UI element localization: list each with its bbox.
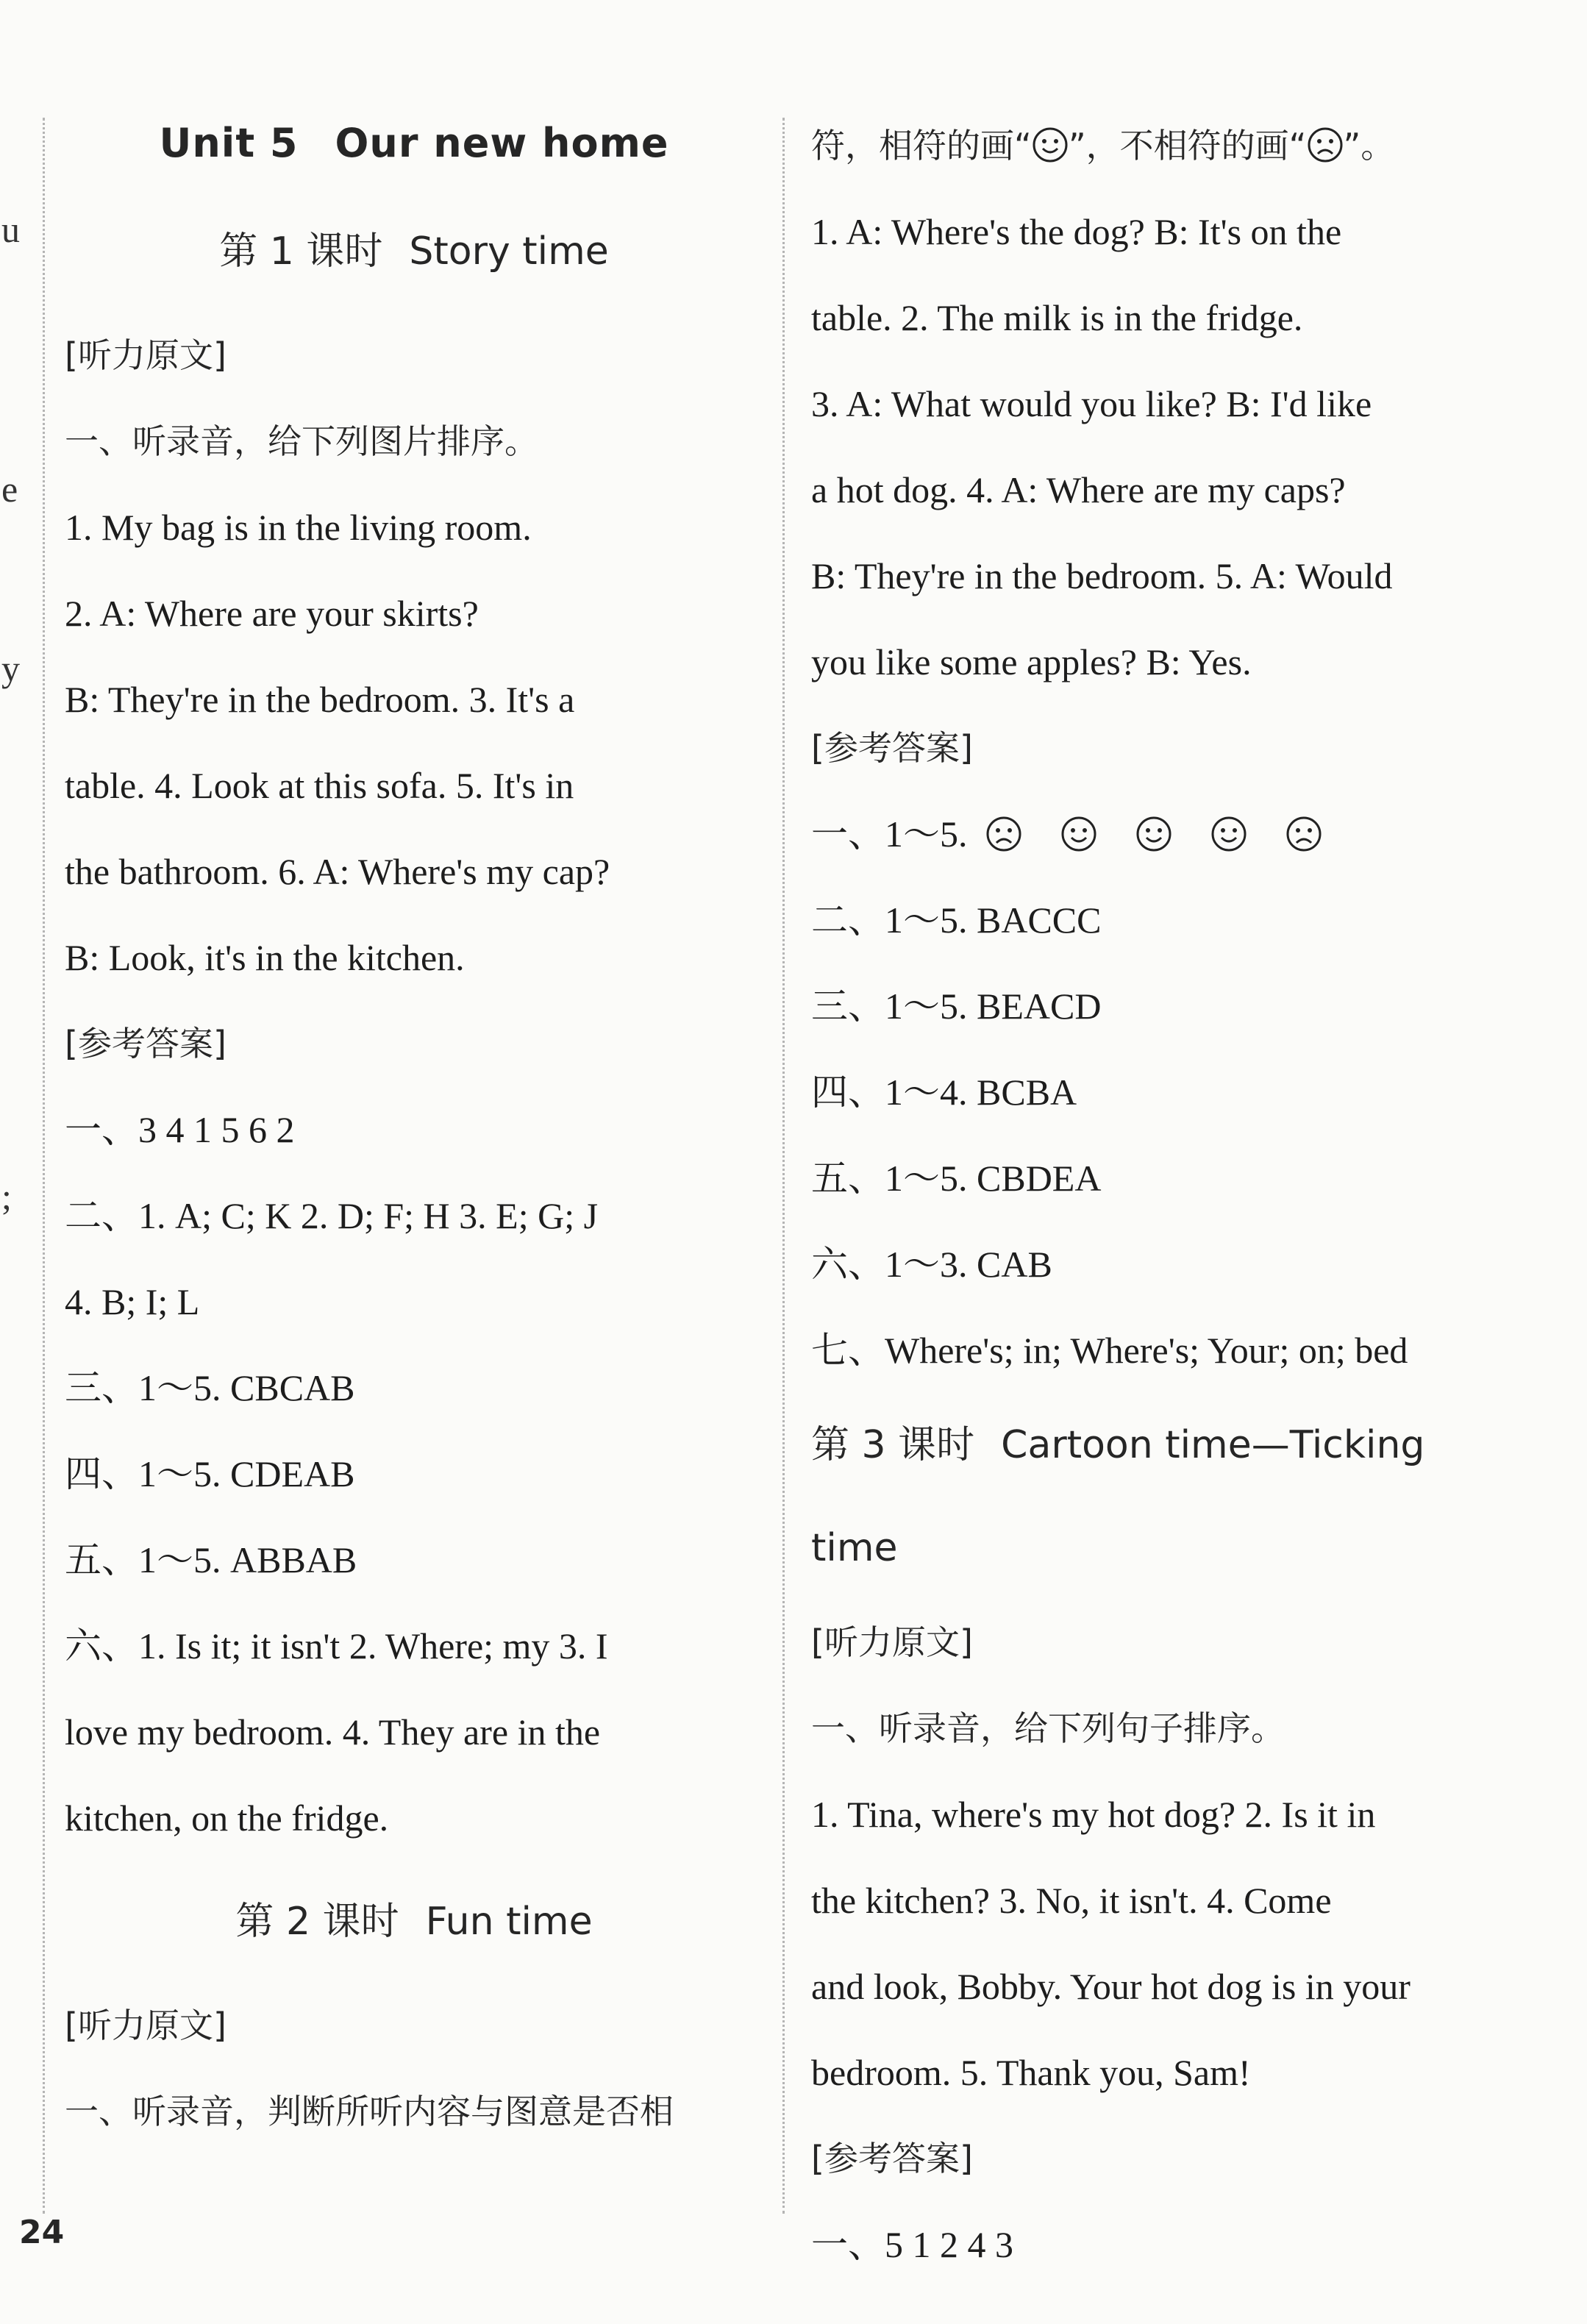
unit-number: Unit 5 xyxy=(159,120,299,166)
script-line: and look, Bobby. Your hot dog is in your xyxy=(811,1966,1411,2007)
script-line: table. 4. Look at this sofa. 5. It's in xyxy=(65,765,574,806)
answer-line: 四、1～5. CDEAB xyxy=(65,1453,355,1494)
script-line: the bathroom. 6. A: Where's my cap? xyxy=(65,851,610,892)
answer-line: 二、1～5. BACCC xyxy=(811,899,1102,941)
answer-line: 一、5 1 2 4 3 xyxy=(811,2224,1013,2265)
answer-line: 七、Where's; in; Where's; Your; on; bed xyxy=(811,1330,1408,1371)
smiley-face-icon xyxy=(1060,797,1097,834)
section-heading: 一、听录音，给下列图片排序。 xyxy=(65,421,538,461)
answer-key-header: [参考答案] xyxy=(811,2139,973,2178)
smiley-face-icon xyxy=(1032,109,1069,146)
answer-line: 三、1～5. BEACD xyxy=(811,985,1102,1027)
script-line: 1. A: Where's the dog? B: It's on the xyxy=(811,211,1342,252)
listening-script-header: [听力原文] xyxy=(65,2006,227,2045)
answer-line: 二、1. A; C; K 2. D; F; H 3. E; G; J xyxy=(65,1195,599,1236)
lesson-label: 第 3 课时 xyxy=(811,1423,975,1467)
answer-line: kitchen, on the fridge. xyxy=(65,1797,389,1839)
unit-name: Our new home xyxy=(335,120,669,166)
section-heading: 一、听录音，给下列句子排序。 xyxy=(811,1708,1285,1748)
script-line: 3. A: What would you like? B: I'd like xyxy=(811,383,1372,424)
lesson-2-title xyxy=(65,1861,763,1983)
script-line: B: They're in the bedroom. 3. It's a xyxy=(65,679,575,720)
listening-script-header: [听力原文] xyxy=(65,335,227,375)
heading-text: ”。 xyxy=(1343,126,1395,165)
unit-title xyxy=(65,96,763,191)
answer-line: 三、1～5. CBCAB xyxy=(65,1367,355,1408)
answer-line: 四、1～4. BCBA xyxy=(811,1072,1077,1113)
answer-key-header: [参考答案] xyxy=(811,728,973,768)
script-line: 2. A: Where are your skirts? xyxy=(65,593,479,634)
margin-char: e xyxy=(1,468,18,510)
answer-line: 六、1～3. CAB xyxy=(811,1244,1052,1285)
listening-script-header: [听力原文] xyxy=(811,1622,973,1662)
answer-line: 一、3 4 1 5 6 2 xyxy=(65,1109,295,1150)
lesson-name: Fun time xyxy=(425,1900,593,1944)
margin-char: y xyxy=(1,648,20,689)
lesson-name: Cartoon time—Ticking time xyxy=(811,1423,1425,1570)
margin-char: u xyxy=(1,209,20,250)
section-heading: 一、听录音，判断所听内容与图意是否相 xyxy=(65,2092,674,2131)
section-heading-continued xyxy=(811,103,1517,189)
lesson-label: 第 1 课时 xyxy=(219,229,383,274)
script-line: 1. Tina, where's my hot dog? 2. Is it in xyxy=(811,1794,1376,1835)
page-number: 24 xyxy=(19,2214,65,2251)
sad-face-icon xyxy=(985,797,1022,834)
script-line: bedroom. 5. Thank you, Sam! xyxy=(811,2052,1251,2093)
center-divider xyxy=(782,118,785,2214)
margin-char: ; xyxy=(1,1176,12,1217)
script-line: you like some apples? B: Yes. xyxy=(811,641,1252,682)
lesson-3-title xyxy=(811,1394,1517,1600)
answer-line: love my bedroom. 4. They are in the xyxy=(65,1711,601,1753)
answer-line: 六、1. Is it; it isn't 2. Where; my 3. I xyxy=(65,1625,608,1667)
answer-line: 4. B; I; L xyxy=(65,1281,200,1322)
left-divider xyxy=(43,118,45,2214)
face-answer-line xyxy=(811,791,1517,877)
script-line: table. 2. The milk is in the fridge. xyxy=(811,297,1303,338)
heading-text: 符，相符的画“ xyxy=(811,126,1032,165)
right-column xyxy=(811,103,1517,2288)
answer-key-header: [参考答案] xyxy=(65,1024,227,1063)
answer-label: 一、1～5. xyxy=(811,813,968,855)
lesson-name: Story time xyxy=(409,229,609,274)
left-column xyxy=(65,110,763,2155)
face-answers xyxy=(985,813,1360,855)
lesson-1-title xyxy=(65,191,763,313)
script-line: a hot dog. 4. A: Where are my caps? xyxy=(811,469,1346,510)
heading-text: ”，不相符的画“ xyxy=(1068,126,1307,165)
smiley-face-icon xyxy=(1135,797,1172,834)
script-line: B: They're in the bedroom. 5. A: Would xyxy=(811,555,1393,596)
sad-face-icon xyxy=(1307,109,1344,146)
answer-line: 五、1～5. ABBAB xyxy=(65,1539,357,1580)
script-line: the kitchen? 3. No, it isn't. 4. Come xyxy=(811,1880,1332,1921)
sad-face-icon xyxy=(1285,797,1322,834)
lesson-label: 第 2 课时 xyxy=(235,1900,399,1944)
script-line: 1. My bag is in the living room. xyxy=(65,507,532,548)
smiley-face-icon xyxy=(1210,797,1247,834)
answer-line: 五、1～5. CBDEA xyxy=(811,1158,1102,1199)
script-line: B: Look, it's in the kitchen. xyxy=(65,937,465,978)
